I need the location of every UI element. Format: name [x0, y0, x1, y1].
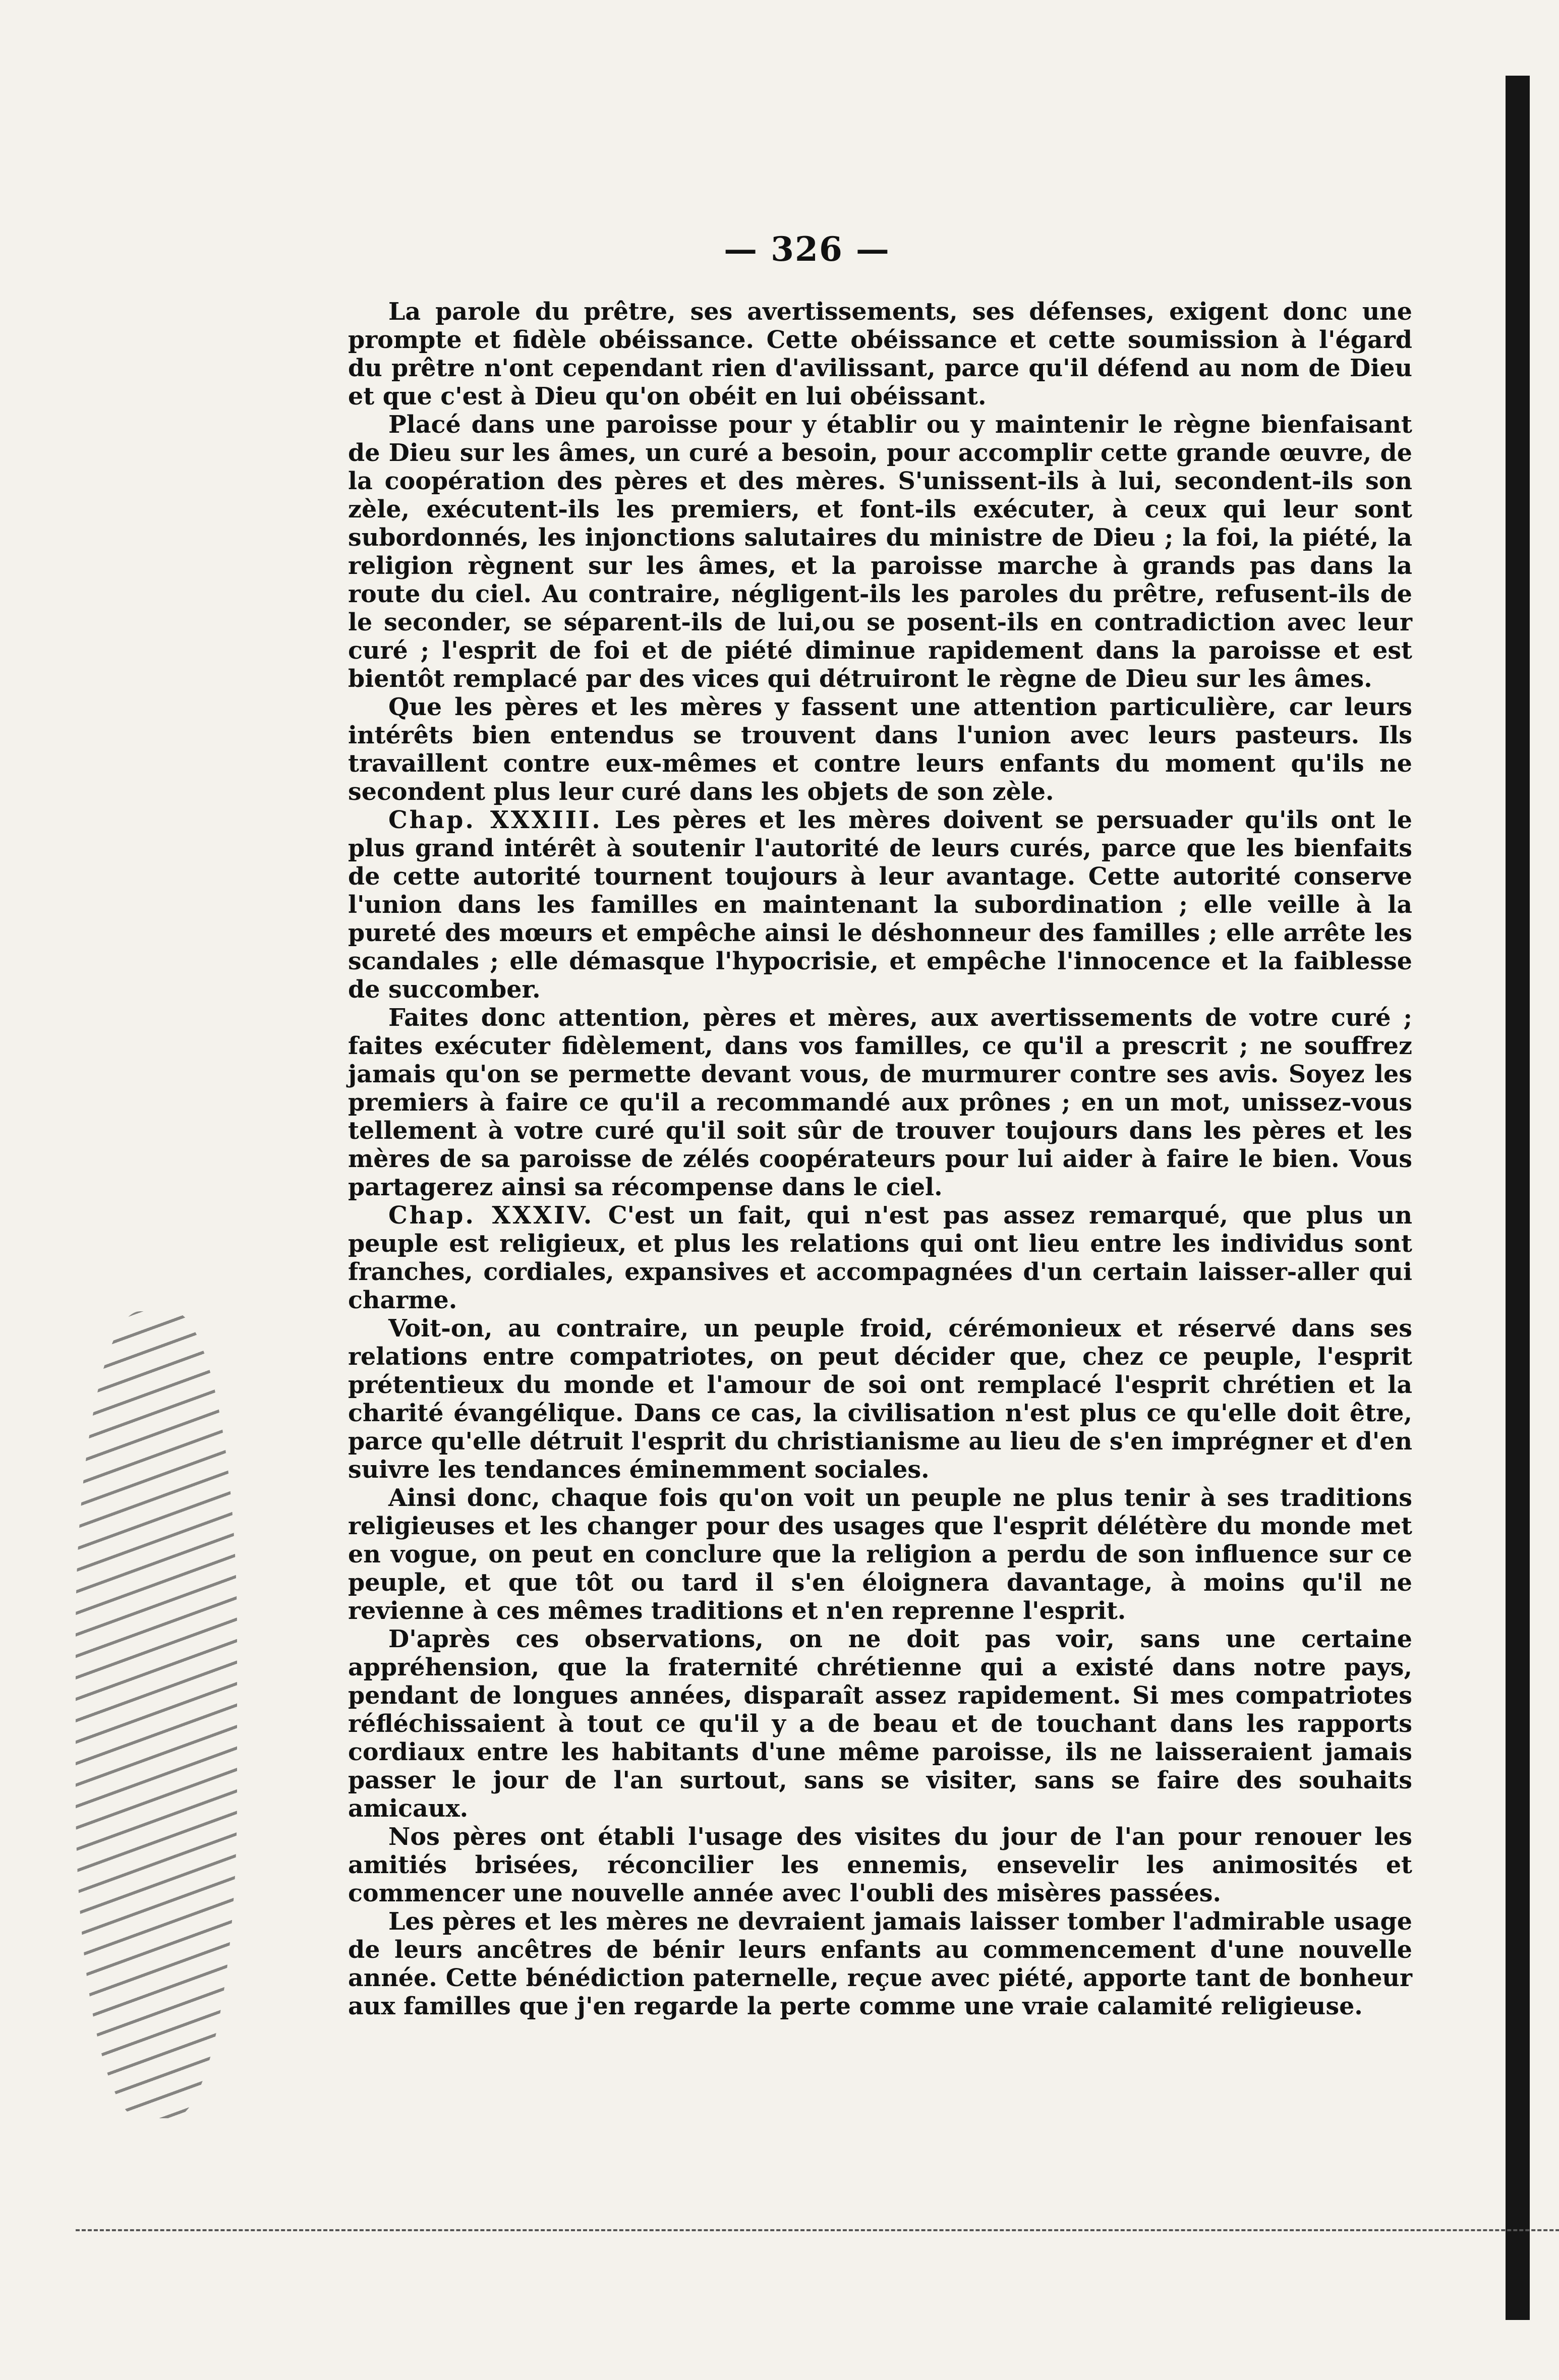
body-text — [348, 298, 1412, 2020]
page-number: — 326 — — [724, 229, 890, 269]
paragraph: Placé dans une paroisse pour y établir ou y maintenir le règne bienfaisant de Dieu sur les âmes, un curé a besoin, pour accomplir cette grande œuvre, de la coopération des pères et des mères. S'unissent-ils à lui, secondent-ils son zèle, exécutent-ils les premiers, et font-ils exécuter, à ceux qui leur sont subordonnés, les injonctions salutaires du ministre de Dieu ; la foi, la piété, la religion règnent sur les âmes, et la paroisse marche à grands pas dans la route du ciel. Au contraire, négligent-ils les paroles du prêtre, refusent-ils de le seconder, se séparent-ils de lui,ou se posent-ils en contradiction avec leur curé ; l'esprit de foi et de piété diminue rapidement dans la paroisse et est bientôt remplacé par des vices qui détruiront le règne de Dieu sur les âmes. — [348, 411, 1412, 693]
chapter-heading: Chap. XXXIII. — [388, 806, 602, 834]
paragraph: D'après ces observations, on ne doit pas voir, sans une certaine appréhension, que la fraternité chrétienne qui a existé dans notre pays, pendant de longues années, disparaît assez rapidement. Si mes compatriotes réfléchissaient à tout ce qu'il y a de beau et de touchant dans les rapports cordiaux entre les habitants d'une même paroisse, ils ne laisseraient jamais passer le jour de l'an surtout, sans se visiter, sans se faire des souhaits amicaux. — [348, 1625, 1412, 1823]
chapter-heading: Chap. XXXIV. — [388, 1201, 594, 1230]
paragraph: La parole du prêtre, ses avertissements, ses défenses, exigent donc une prompte et fidèle obéissance. Cette obéissance et cette soumission à l'égard du prêtre n'ont cependant rien d'avilissant, parce qu'il défend au nom de Dieu et que c'est à Dieu qu'on obéit en lui obéissant. — [348, 298, 1412, 411]
paragraph: Faites donc attention, pères et mères, aux avertissements de votre curé ; faites exécuter fidèlement, dans vos familles, ce qu'il a prescrit ; ne souffrez jamais qu'on se permette devant vous, de murmurer contre ses avis. Soyez les premiers à faire ce qu'il a recommandé aux prônes ; en un mot, unissez-vous tellement à votre curé qu'il soit sûr de trouver toujours dans les pères et les mères de sa paroisse de zélés coopérateurs pour lui aider à faire le bien. Vous partagerez ainsi sa récompense dans le ciel. — [348, 1004, 1412, 1201]
paragraph: Chap. XXXIV. C'est un fait, qui n'est pas assez remarqué, que plus un peuple est religieux, et plus les relations qui ont lieu entre les individus sont franches, cordiales, expansives et accompagnées d'un certain laisser-aller qui charme. — [348, 1201, 1412, 1314]
paragraph: Voit-on, au contraire, un peuple froid, cérémonieux et réservé dans ses relations entre compatriotes, on peut décider que, chez ce peuple, l'esprit prétentieux du monde et l'amour de soi ont remplacé l'esprit chrétien et la charité évangélique. Dans ce cas, la civilisation n'est plus ce qu'elle doit être, parce qu'elle détruit l'esprit du christianisme au lieu de s'en imprégner et d'en suivre les tendances éminemment sociales. — [348, 1314, 1412, 1484]
book-spine-shadow — [1506, 76, 1530, 2320]
paragraph: Chap. XXXIII. Les pères et les mères doivent se persuader qu'ils ont le plus grand intérêt à soutenir l'autorité de leurs curés, parce que les bienfaits de cette autorité tournent toujours à leur avantage. Cette autorité conserve l'union dans les familles en maintenant la subordination ; elle veille à la pureté des mœurs et empêche ainsi le déshonneur des familles ; elle arrête les scandales ; elle démasque l'hypocrisie, et empêche l'innocence et la faiblesse de succomber. — [348, 806, 1412, 1004]
paragraph: Nos pères ont établi l'usage des visites du jour de l'an pour renouer les amitiés brisées, réconcilier les ennemis, ensevelir les animosités et commencer une nouvelle année avec l'oubli des misères passées. — [348, 1823, 1412, 1907]
paragraph: Les pères et les mères ne devraient jamais laisser tomber l'admirable usage de leurs ancêtres de bénir leurs enfants au commencement d'une nouvelle année. Cette bénédiction paternelle, reçue avec piété, apporte tant de bonheur aux familles que j'en regarde la perte comme une vraie calamité religieuse. — [348, 1907, 1412, 2020]
page-stain — [76, 1311, 237, 2118]
page-bottom-rule — [76, 2229, 1559, 2231]
paragraph: Ainsi donc, chaque fois qu'on voit un peuple ne plus tenir à ses traditions religieuses et les changer pour des usages que l'esprit délétère du monde met en vogue, on peut en conclure que la religion a perdu de son influence sur ce peuple, et que tôt ou tard il s'en éloignera davantage, à moins qu'il ne revienne à ces mêmes traditions et n'en reprenne l'esprit. — [348, 1484, 1412, 1625]
paragraph: Que les pères et les mères y fassent une attention particulière, car leurs intérêts bien entendus se trouvent dans l'union avec leurs pasteurs. Ils travaillent contre eux-mêmes et contre leurs enfants du moment qu'ils ne secondent plus leur curé dans les objets de son zèle. — [348, 693, 1412, 806]
